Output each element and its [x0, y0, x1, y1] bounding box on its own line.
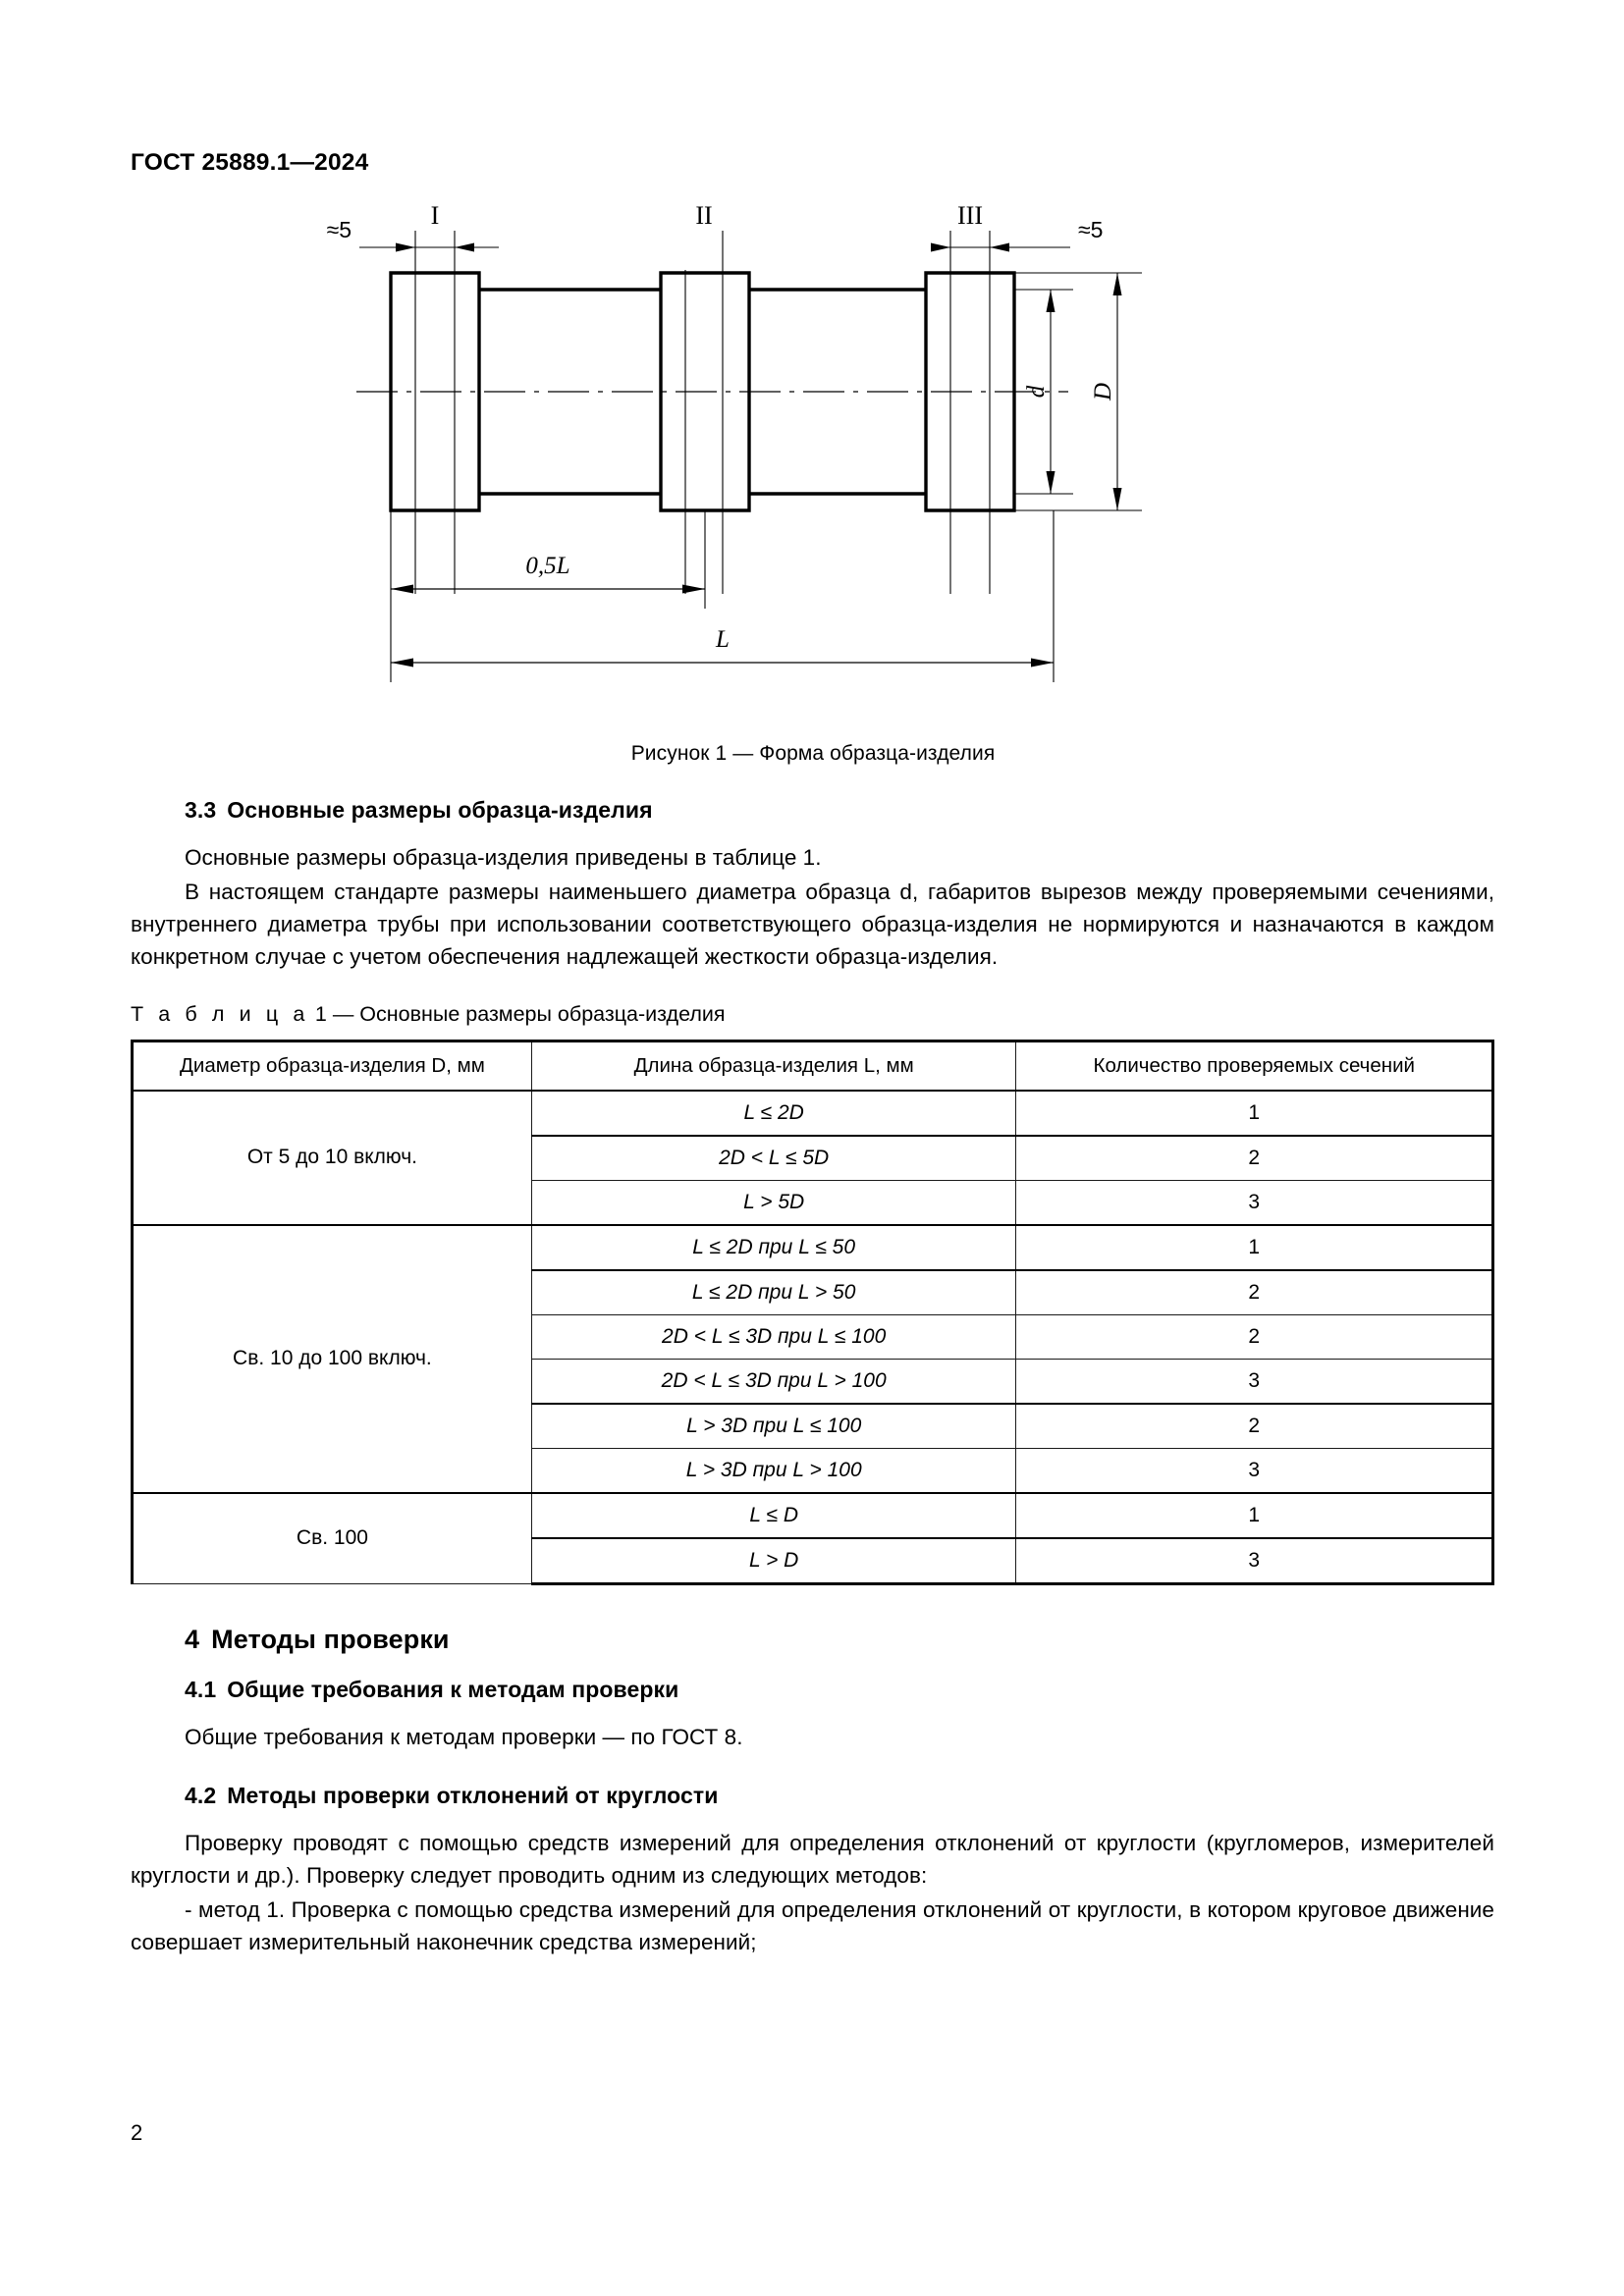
- figure-1: [131, 196, 1495, 766]
- cell-length: L ≤ 2D при L ≤ 50: [531, 1225, 1016, 1270]
- document-body: [131, 797, 1494, 1960]
- cell-length: 2D < L ≤ 3D при L ≤ 100: [531, 1315, 1016, 1360]
- heading-3-3: [131, 797, 1494, 824]
- cell-length: L > 5D: [531, 1181, 1016, 1226]
- table-header-length: Длина образца-изделия L, мм: [531, 1041, 1016, 1092]
- cell-length: L > 3D при L > 100: [531, 1449, 1016, 1494]
- heading-4-title: Методы проверки: [211, 1625, 450, 1654]
- cell-sections: 1: [1016, 1091, 1493, 1136]
- cell-diameter: Св. 100: [133, 1493, 532, 1584]
- table-row: [133, 1091, 1493, 1136]
- half-length-label: 0,5L: [525, 553, 570, 579]
- section-mark-1: I: [430, 201, 440, 230]
- para-4-1-1: Общие требования к методам проверки — по ГОСТ 8.: [185, 1725, 743, 1749]
- specimen-drawing: [253, 196, 1373, 726]
- heading-4-2-title: Методы проверки отклонений от круглости: [227, 1783, 719, 1808]
- cell-sections: 1: [1016, 1225, 1493, 1270]
- section-mark-3: III: [957, 201, 983, 230]
- table-1-caption-title: Основные размеры образца-изделия: [359, 1002, 726, 1026]
- cell-diameter: Св. 10 до 100 включ.: [133, 1225, 532, 1493]
- para-3-3-2: В настоящем стандарте размеры наименьшего диаметра образца d, габаритов вырезов между проверяемыми сечениями, внутреннего диаметра трубы при использовании соответствующего образца-изделия не нормируются и назначаются в каждом конкретном случае с учетом обеспечения надлежащей жесткости образца-изделия.: [131, 880, 1494, 969]
- heading-4-number: 4: [185, 1625, 200, 1654]
- heading-4-2-number: 4.2: [185, 1783, 217, 1808]
- full-length-label: L: [716, 626, 730, 653]
- cell-sections: 2: [1016, 1315, 1493, 1360]
- cell-length: L > 3D при L ≤ 100: [531, 1404, 1016, 1449]
- heading-4-1: [131, 1677, 1494, 1703]
- cell-sections: 2: [1016, 1404, 1493, 1449]
- heading-3-3-number: 3.3: [185, 797, 217, 823]
- cell-length: L ≤ 2D при L > 50: [531, 1270, 1016, 1315]
- heading-4-1-title: Общие требования к методам проверки: [227, 1677, 679, 1702]
- table-1-caption-label: Т а б л и ц а: [131, 1002, 309, 1026]
- cell-diameter: От 5 до 10 включ.: [133, 1091, 532, 1225]
- para-4-2-2: - метод 1. Проверка с помощью средства измерений для определения отклонений от круглости, в котором круговое движение совершает измерительный наконечник средства измерений;: [131, 1897, 1494, 1954]
- heading-3-3-title: Основные размеры образца-изделия: [227, 797, 653, 823]
- cell-length: L ≤ D: [531, 1493, 1016, 1538]
- table-row: [133, 1493, 1493, 1538]
- cell-sections: 2: [1016, 1270, 1493, 1315]
- table-header-row: [133, 1041, 1493, 1092]
- inner-diameter-label: d: [1023, 385, 1050, 399]
- para-4-2-1: Проверку проводят с помощью средств измерений для определения отклонений от круглости (кругломеров, измерителей круглости и др.). Проверку следует проводить одним из следующих методов:: [131, 1831, 1494, 1888]
- heading-4-2: [131, 1783, 1494, 1809]
- figure-caption: Рисунок 1 — Форма образца-изделия: [630, 742, 996, 765]
- section-mark-2: II: [695, 201, 713, 230]
- page-number: 2: [131, 2120, 143, 2145]
- cell-length: L > D: [531, 1538, 1016, 1584]
- right-gap-label: ≈5: [1078, 217, 1104, 242]
- cell-sections: 3: [1016, 1449, 1493, 1494]
- para-3-3-1: Основные размеры образца-изделия приведены в таблице 1.: [185, 845, 822, 870]
- cell-sections: 3: [1016, 1181, 1493, 1226]
- table-1-caption-dash: —: [332, 1002, 354, 1026]
- table-1: [131, 1040, 1494, 1585]
- left-gap-label: ≈5: [326, 217, 352, 242]
- cell-length: 2D < L ≤ 3D при L > 100: [531, 1360, 1016, 1405]
- cell-sections: 2: [1016, 1136, 1493, 1181]
- table-1-caption: [131, 1002, 1494, 1027]
- heading-4-1-number: 4.1: [185, 1677, 217, 1702]
- outer-diameter-label: D: [1090, 382, 1116, 401]
- cell-length: 2D < L ≤ 5D: [531, 1136, 1016, 1181]
- running-header: ГОСТ 25889.1—2024: [131, 149, 369, 176]
- table-row: [133, 1225, 1493, 1270]
- cell-sections: 1: [1016, 1493, 1493, 1538]
- cell-sections: 3: [1016, 1538, 1493, 1584]
- cell-length: L ≤ 2D: [531, 1091, 1016, 1136]
- table-header-diameter: Диаметр образца-изделия D, мм: [133, 1041, 532, 1092]
- cell-sections: 3: [1016, 1360, 1493, 1405]
- table-header-sections: Количество проверяемых сечений: [1016, 1041, 1493, 1092]
- table-1-caption-number: 1: [314, 1002, 327, 1026]
- heading-4: [131, 1625, 1494, 1655]
